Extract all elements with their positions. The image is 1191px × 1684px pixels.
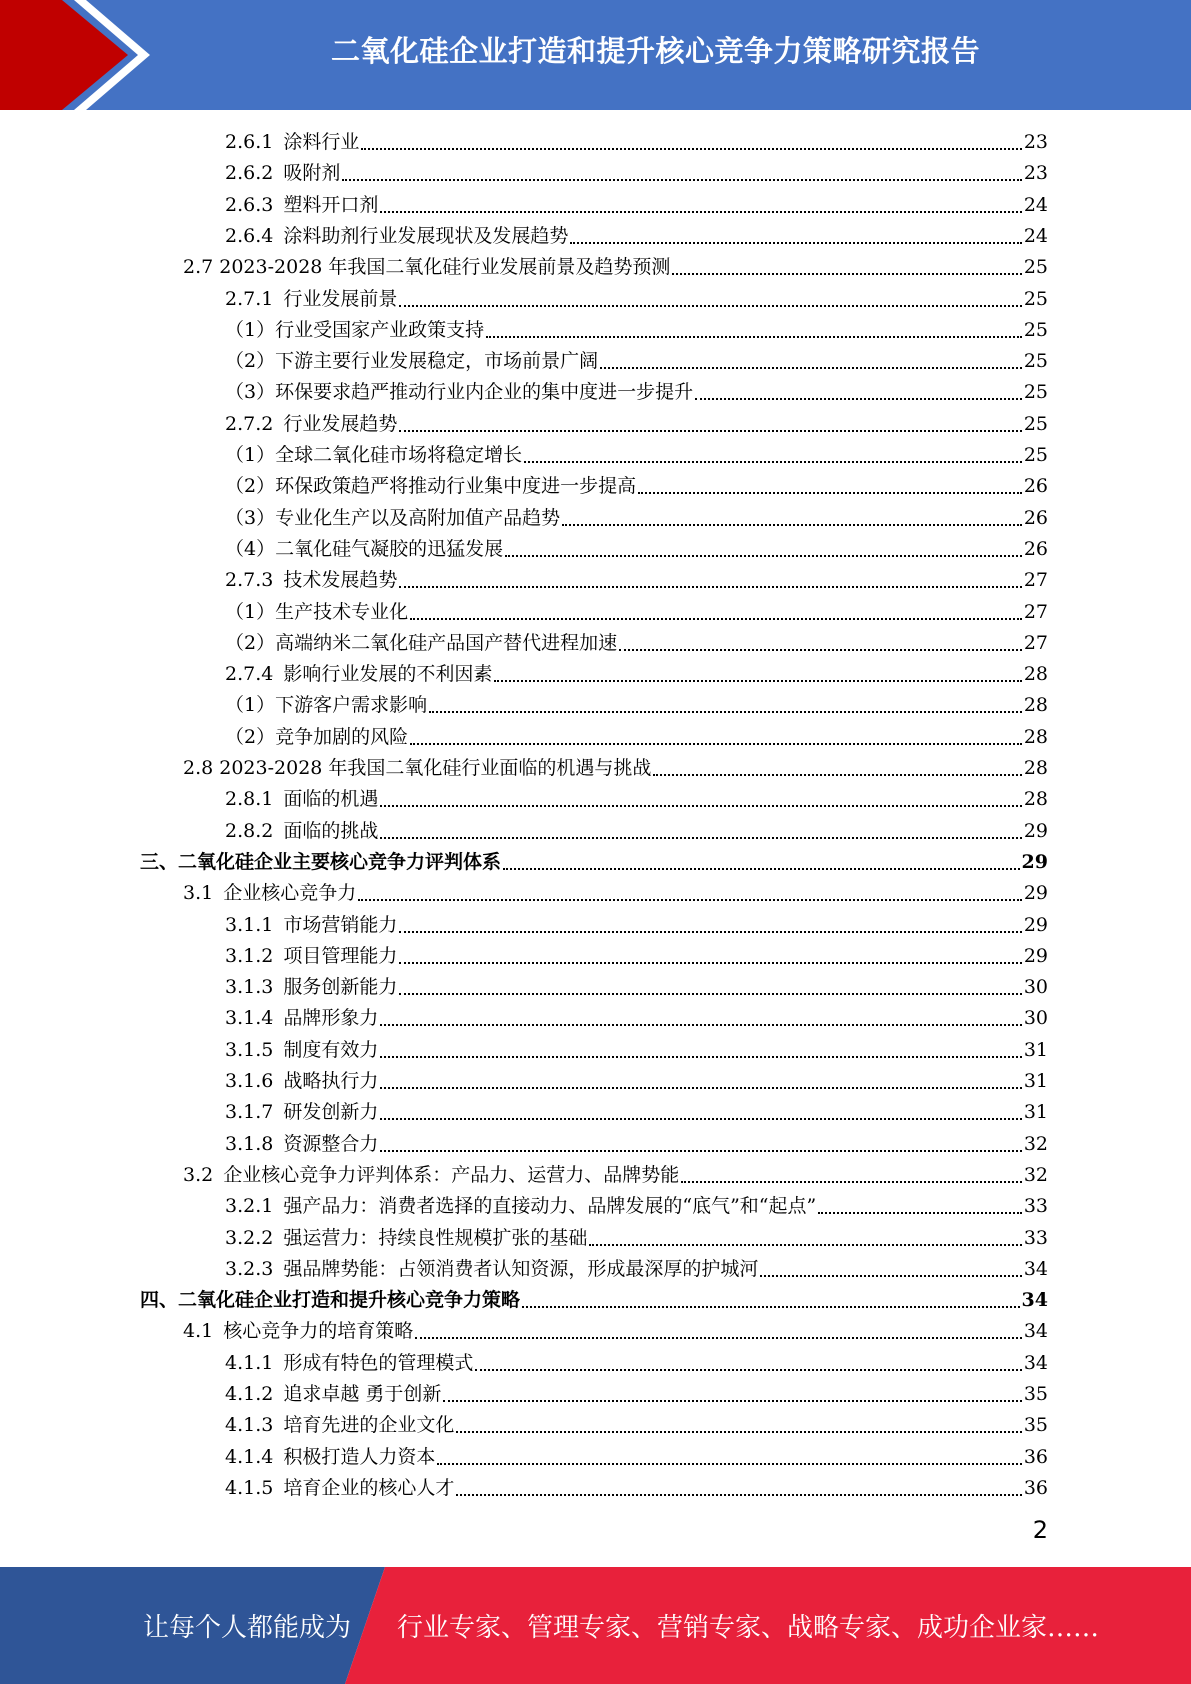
toc-entry-page: 29	[1023, 819, 1048, 842]
toc-dot-leader	[638, 491, 1022, 494]
toc-entry-text: （3）专业化生产以及高附加值产品趋势	[225, 506, 561, 529]
toc-dot-leader	[399, 585, 1021, 588]
toc-entry-text: 三、二氧化硅企业主要核心竞争力评判体系	[140, 850, 502, 873]
toc-entry-label	[183, 252, 670, 283]
toc-entry[interactable]	[140, 1285, 1048, 1316]
toc-entry-number: 2.7.3	[225, 569, 274, 592]
toc-dot-leader	[505, 554, 1022, 557]
toc-entry-text: 制度有效力	[283, 1038, 379, 1061]
toc-entry[interactable]	[225, 1410, 1048, 1441]
toc-dot-leader	[358, 898, 1022, 901]
toc-entry-label	[225, 1129, 378, 1160]
toc-entry[interactable]	[225, 597, 1048, 628]
toc-dot-leader	[399, 429, 1021, 432]
toc-entry-page: 25	[1023, 412, 1048, 435]
toc-entry-page: 27	[1023, 569, 1048, 592]
toc-entry[interactable]	[225, 1223, 1048, 1254]
toc-entry-page: 23	[1023, 131, 1048, 153]
toc-entry-text: 强品牌势能：占领消费者认知资源，形成最深厚的护城河	[283, 1257, 759, 1280]
toc-entry-page: 28	[1023, 663, 1048, 686]
toc-entry-text: 核心竞争力的培育策略	[223, 1320, 414, 1343]
toc-entry-number: 2.7.2	[225, 412, 274, 435]
toc-entry-number: 2.7.1	[225, 287, 274, 310]
toc-entry-page: 26	[1023, 506, 1048, 529]
toc-entry[interactable]	[225, 534, 1048, 565]
toc-entry-label	[225, 346, 598, 377]
toc-entry-page: 30	[1023, 1007, 1048, 1030]
toc-entry-page: 34	[1023, 1257, 1048, 1280]
toc-entry-label	[225, 941, 397, 972]
toc-entry-page: 25	[1023, 287, 1048, 310]
toc-entry-text: 企业核心竞争力评判体系：产品力、运营力、品牌势能	[223, 1163, 680, 1186]
toc-entry-page: 29	[1021, 850, 1048, 873]
toc-entry-page: 32	[1023, 1132, 1048, 1155]
toc-entry[interactable]	[140, 847, 1048, 878]
toc-entry-label	[225, 1410, 454, 1441]
toc-entry[interactable]	[225, 1379, 1048, 1410]
toc-entry-label	[225, 784, 378, 815]
toc-entry[interactable]	[225, 1191, 1048, 1222]
toc-entry-label	[183, 1316, 413, 1347]
page-footer	[0, 1567, 1191, 1684]
toc-entry-page: 24	[1023, 224, 1048, 247]
toc-entry-label	[225, 127, 359, 158]
toc-entry-text: 行业发展趋势	[283, 412, 398, 435]
toc-entry[interactable]	[183, 1160, 1048, 1191]
toc-entry-number: 2.6.1	[225, 131, 274, 153]
toc-entry[interactable]	[225, 816, 1048, 847]
toc-dot-leader	[399, 961, 1021, 964]
toc-entry-page: 33	[1023, 1195, 1048, 1218]
toc-entry-text: 2.7 2023-2028 年我国二氧化硅行业发展前景及趋势预测	[183, 256, 671, 279]
footer-slogan-right: 行业专家、管理专家、营销专家、战略专家、成功企业家……	[397, 1613, 1100, 1643]
toc-dot-leader	[437, 1462, 1021, 1465]
toc-entry-label	[225, 1223, 587, 1254]
toc-entry-number: 2.8.1	[225, 788, 274, 811]
toc-entry-page: 29	[1023, 944, 1048, 967]
toc-entry-page: 35	[1023, 1383, 1048, 1405]
toc-dot-leader	[342, 178, 1021, 181]
toc-entry-label	[140, 847, 501, 878]
toc-entry-page: 36	[1023, 1445, 1048, 1468]
toc-entry[interactable]	[225, 722, 1048, 753]
toc-dot-leader	[570, 241, 1021, 244]
toc-entry-text: 面临的挑战	[283, 819, 379, 842]
toc-entry-label	[225, 409, 397, 440]
toc-dot-leader	[695, 397, 1022, 400]
toc-entry-label	[225, 1348, 473, 1379]
report-title: 二氧化硅企业打造和提升核心竞争力策略研究报告	[330, 33, 980, 68]
toc-entry-label	[225, 816, 378, 847]
toc-entry-text: （1）下游客户需求影响	[225, 694, 428, 717]
toc-entry-label	[225, 440, 522, 471]
toc-entry-number: 3.1.7	[225, 1101, 274, 1124]
toc-entry-page: 23	[1023, 162, 1048, 185]
toc-entry-text: （1）生产技术专业化	[225, 600, 409, 623]
toc-entry-number: 3.1.5	[225, 1038, 274, 1061]
toc-entry-label	[225, 972, 397, 1003]
toc-dot-leader	[415, 1336, 1022, 1339]
toc-entry-text: 培育先进的企业文化	[283, 1414, 455, 1437]
toc-entry-text: 项目管理能力	[283, 944, 398, 967]
toc-entry-text: （1）全球二氧化硅市场将稳定增长	[225, 444, 523, 466]
toc-entry-number: 3.2.2	[225, 1226, 274, 1249]
toc-entry-label	[183, 1160, 679, 1191]
toc-entry-page: 25	[1023, 444, 1048, 466]
toc-dot-leader	[380, 1023, 1021, 1026]
toc-dot-leader	[380, 804, 1021, 807]
toc-entry-label	[225, 1191, 816, 1222]
toc-entry-text: 追求卓越 勇于创新	[283, 1383, 442, 1405]
toc-entry-text: 培育企业的核心人才	[283, 1476, 455, 1499]
toc-entry-label	[225, 910, 397, 941]
toc-dot-leader	[380, 1117, 1021, 1120]
toc-entry-number: 3.1.1	[225, 913, 274, 936]
toc-entry[interactable]	[225, 127, 1048, 158]
toc-entry[interactable]	[225, 1066, 1048, 1097]
toc-entry-text: 涂料行业	[283, 131, 360, 153]
toc-entry-number: 4.1	[183, 1320, 214, 1343]
toc-entry[interactable]	[225, 158, 1048, 189]
toc-entry-text: 积极打造人力资本	[283, 1445, 436, 1468]
toc-entry-page: 30	[1023, 976, 1048, 999]
toc-entry-text: 2.8 2023-2028 年我国二氧化硅行业面临的机遇与挑战	[183, 757, 652, 779]
toc-dot-leader	[399, 930, 1021, 933]
toc-entry[interactable]	[225, 565, 1048, 596]
toc-entry-number: 3.1.3	[225, 976, 274, 999]
toc-entry-label	[225, 722, 408, 753]
toc-entry-page: 28	[1023, 757, 1048, 779]
toc-entry-text: 战略执行力	[283, 1070, 379, 1092]
toc-dot-leader	[600, 366, 1022, 369]
page-header	[0, 0, 1191, 110]
toc-entry-label	[225, 315, 484, 346]
toc-dot-leader	[380, 836, 1021, 839]
toc-dot-leader	[681, 1180, 1022, 1183]
toc-entry-page: 31	[1023, 1070, 1048, 1092]
toc-entry[interactable]	[225, 1097, 1048, 1128]
footer-slogan-left: 让每个人都能成为	[143, 1613, 352, 1643]
toc-dot-leader	[399, 992, 1021, 995]
toc-dot-leader	[522, 1305, 1020, 1308]
toc-entry-label	[225, 1442, 435, 1473]
toc-entry-label	[225, 284, 397, 315]
toc-entry-label	[225, 1473, 454, 1504]
toc-entry-page: 36	[1023, 1476, 1048, 1499]
toc-entry[interactable]	[225, 1442, 1048, 1473]
toc-entry-page: 32	[1023, 1163, 1048, 1186]
toc-dot-leader	[653, 773, 1021, 776]
toc-entry-page: 27	[1023, 600, 1048, 623]
toc-entry-text: （2）高端纳米二氧化硅产品国产替代进程加速	[225, 631, 618, 654]
toc-entry[interactable]	[225, 628, 1048, 659]
toc-entry[interactable]	[225, 284, 1048, 315]
toc-entry-text: 市场营销能力	[283, 913, 398, 936]
toc-entry-label	[225, 190, 378, 221]
toc-entry[interactable]	[225, 1129, 1048, 1160]
toc-entry-text: （3）环保要求趋严推动行业内企业的集中度进一步提升	[225, 381, 694, 404]
toc-dot-leader	[380, 210, 1021, 213]
toc-entry-label	[225, 534, 503, 565]
toc-entry-text: 品牌形象力	[283, 1007, 379, 1030]
toc-dot-leader	[443, 1399, 1021, 1402]
toc-entry-text: 塑料开口剂	[283, 193, 379, 216]
toc-dot-leader	[410, 617, 1022, 620]
toc-entry-label	[225, 158, 340, 189]
toc-entry-text: 面临的机遇	[283, 788, 379, 811]
toc-dot-leader	[486, 335, 1022, 338]
toc-entry-number: 3.2	[183, 1163, 214, 1186]
toc-dot-leader	[562, 523, 1022, 526]
toc-entry-page: 25	[1023, 350, 1048, 373]
toc-dot-leader	[672, 272, 1021, 275]
toc-entry-page: 24	[1023, 193, 1048, 216]
toc-entry-number: 4.1.5	[225, 1476, 274, 1499]
toc-entry[interactable]	[225, 690, 1048, 721]
toc-dot-leader	[456, 1430, 1021, 1433]
toc-entry[interactable]	[225, 1035, 1048, 1066]
toc-entry-page: 28	[1023, 694, 1048, 717]
toc-entry-label	[225, 221, 568, 252]
toc-entry-text: （2）下游主要行业发展稳定，市场前景广阔	[225, 350, 599, 373]
page-number: 2	[1032, 1516, 1048, 1544]
toc-entry-page: 33	[1023, 1226, 1048, 1249]
toc-entry-number: 3.2.1	[225, 1195, 274, 1218]
toc-entry-text: 强产品力：消费者选择的直接动力、品牌发展的“底气”和“起点”	[283, 1195, 817, 1218]
toc-dot-leader	[524, 460, 1022, 463]
toc-entry-number: 3.2.3	[225, 1257, 274, 1280]
toc-entry[interactable]	[183, 753, 1048, 784]
toc-entry[interactable]	[225, 377, 1048, 408]
toc-entry-text: 影响行业发展的不利因素	[283, 663, 493, 686]
toc-entry[interactable]	[183, 1316, 1048, 1347]
toc-entry-number: 3.1.2	[225, 944, 274, 967]
toc-entry-text: （4）二氧化硅气凝胶的迅猛发展	[225, 537, 504, 560]
toc-entry-number: 3.1.4	[225, 1007, 274, 1030]
toc-entry-page: 26	[1023, 475, 1048, 498]
toc-dot-leader	[475, 1368, 1021, 1371]
toc-entry-page: 29	[1023, 913, 1048, 936]
toc-entry-text: 吸附剂	[283, 162, 341, 185]
toc-dot-leader	[380, 1149, 1021, 1152]
toc-entry[interactable]	[225, 503, 1048, 534]
toc-entry[interactable]	[225, 471, 1048, 502]
toc-entry-label	[225, 1097, 378, 1128]
toc-entry-label	[225, 1003, 378, 1034]
toc-entry-label	[225, 565, 397, 596]
toc-entry-label	[225, 377, 693, 408]
toc-entry-number: 2.6.2	[225, 162, 274, 185]
toc-entry-text: 技术发展趋势	[283, 569, 398, 592]
toc-entry-page: 28	[1023, 725, 1048, 748]
toc-dot-leader	[380, 1086, 1021, 1089]
toc-entry-page: 34	[1023, 1320, 1048, 1343]
toc-entry-label	[225, 1035, 378, 1066]
toc-entry-text: 企业核心竞争力	[223, 882, 357, 905]
toc-entry-page: 25	[1023, 381, 1048, 404]
toc-entry-text: （1）行业受国家产业政策支持	[225, 318, 485, 341]
toc-dot-leader	[818, 1211, 1022, 1214]
toc-entry-number: 2.6.4	[225, 224, 274, 247]
toc-entry-label	[225, 503, 560, 534]
toc-entry-label	[183, 878, 356, 909]
toc-entry[interactable]	[225, 1003, 1048, 1034]
toc-entry-text: 形成有特色的管理模式	[283, 1351, 474, 1374]
toc-entry[interactable]	[225, 910, 1048, 941]
toc-entry[interactable]	[225, 221, 1048, 252]
toc-entry-label	[225, 1254, 758, 1285]
toc-entry-page: 27	[1023, 631, 1048, 654]
toc-entry-text: 服务创新能力	[283, 976, 398, 999]
toc-entry-page: 31	[1023, 1101, 1048, 1124]
toc-dot-leader	[503, 867, 1020, 870]
toc-dot-leader	[494, 679, 1021, 682]
toc-entry[interactable]	[183, 878, 1048, 909]
toc-entry-label	[225, 597, 408, 628]
toc-entry-page: 26	[1023, 537, 1048, 560]
toc-dot-leader	[589, 1243, 1021, 1246]
toc-entry[interactable]	[225, 315, 1048, 346]
toc-entry-label	[225, 628, 617, 659]
toc-entry-label	[225, 1379, 441, 1410]
toc-dot-leader	[380, 1055, 1021, 1058]
toc-dot-leader	[760, 1274, 1021, 1277]
toc-entry-number: 4.1.2	[225, 1383, 274, 1405]
toc-dot-leader	[456, 1493, 1021, 1496]
toc-dot-leader	[361, 147, 1021, 150]
toc-entry-label	[225, 690, 427, 721]
toc-entry-page: 25	[1023, 318, 1048, 341]
toc-entry-text: （2）竞争加剧的风险	[225, 725, 409, 748]
toc-entry-text: 涂料助剂行业发展现状及发展趋势	[283, 224, 569, 247]
toc-entry-number: 4.1.4	[225, 1445, 274, 1468]
toc-entry-text: 研发创新力	[283, 1101, 379, 1124]
toc-entry[interactable]	[225, 190, 1048, 221]
toc-entry-page: 34	[1021, 1289, 1048, 1312]
toc-entry[interactable]	[225, 659, 1048, 690]
toc-dot-leader	[619, 648, 1022, 651]
toc-entry-page: 25	[1023, 256, 1048, 279]
toc-entry-label	[225, 1066, 378, 1097]
toc-entry-number: 2.7.4	[225, 663, 274, 686]
toc-entry-number: 4.1.1	[225, 1351, 274, 1374]
toc-entry[interactable]	[225, 1254, 1048, 1285]
toc-entry[interactable]	[225, 346, 1048, 377]
toc-dot-leader	[410, 742, 1022, 745]
toc-entry-page: 35	[1023, 1414, 1048, 1437]
toc-entry-page: 34	[1023, 1351, 1048, 1374]
toc-entry[interactable]	[225, 1473, 1048, 1504]
toc-entry[interactable]	[225, 941, 1048, 972]
toc-entry-label	[183, 753, 651, 784]
toc-entry-number: 2.6.3	[225, 193, 274, 216]
toc-entry-label	[225, 659, 492, 690]
toc-entry-label	[140, 1285, 520, 1316]
toc-entry-text: （2）环保政策趋严将推动行业集中度进一步提高	[225, 475, 637, 498]
toc-entry-number: 3.1.6	[225, 1070, 274, 1092]
toc-entry-text: 行业发展前景	[283, 287, 398, 310]
toc-entry[interactable]	[225, 972, 1048, 1003]
toc-entry-text: 四、二氧化硅企业打造和提升核心竞争力策略	[140, 1289, 521, 1312]
toc-entry[interactable]	[183, 252, 1048, 283]
toc-entry-page: 31	[1023, 1038, 1048, 1061]
toc-entry-number: 3.1	[183, 882, 214, 905]
toc-entry-page: 28	[1023, 788, 1048, 811]
toc-entry-number: 2.8.2	[225, 819, 274, 842]
toc-entry-number: 3.1.8	[225, 1132, 274, 1155]
toc-entry[interactable]	[225, 440, 1048, 471]
toc-entry-label	[225, 471, 636, 502]
toc-entry-page: 29	[1023, 882, 1048, 905]
toc-entry[interactable]	[225, 784, 1048, 815]
toc-entry[interactable]	[225, 1348, 1048, 1379]
toc-entry-number: 4.1.3	[225, 1414, 274, 1437]
toc-entry-text: 强运营力：持续良性规模扩张的基础	[283, 1226, 588, 1249]
toc-dot-leader	[399, 304, 1021, 307]
toc-entry[interactable]	[225, 409, 1048, 440]
toc-dot-leader	[429, 710, 1022, 713]
toc-entry-text: 资源整合力	[283, 1132, 379, 1155]
